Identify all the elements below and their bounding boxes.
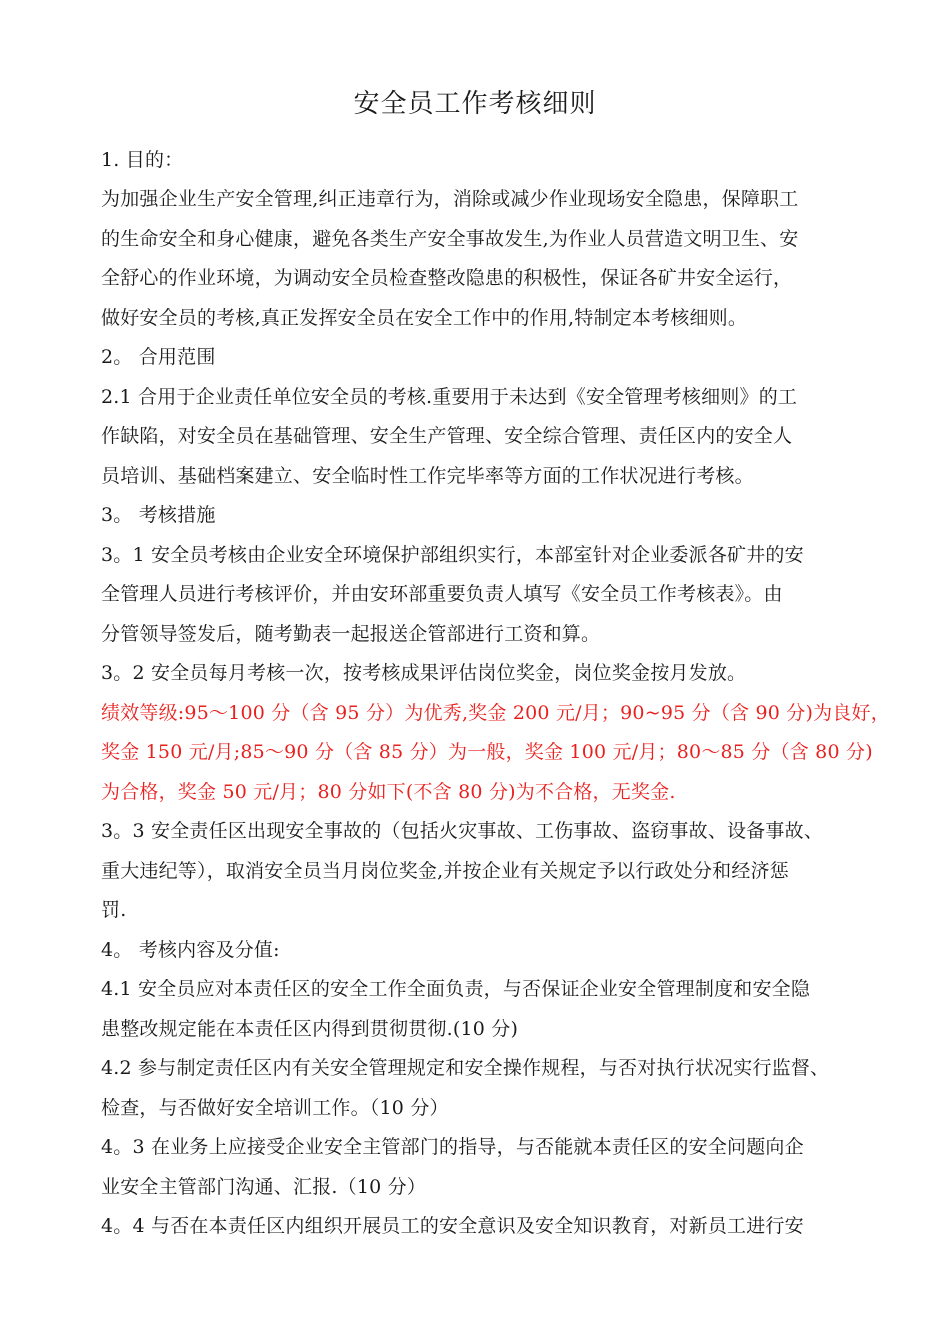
paragraph-line: 3。3 安全责任区出现安全事故的（包括火灾事故、工伤事故、盗窃事故、设备事故、 [101, 820, 824, 842]
paragraph-line: 4.2 参与制定责任区内有关安全管理规定和安全操作规程，与否对执行状况实行监督、 [101, 1057, 830, 1079]
paragraph-line: 为加强企业生产安全管理,纠正违章行为，消除或减少作业现场安全隐患，保障职工 [101, 188, 799, 210]
paragraph-line: 业安全主管部门沟通、汇报.（10 分） [101, 1176, 427, 1198]
paragraph-line: 的生命安全和身心健康，避免各类生产安全事故发生,为作业人员营造文明卫生、安 [101, 228, 799, 250]
performance-grade-line: 为合格，奖金 50 元/月；80 分如下(不含 80 分)为不合格，无奖金. [101, 781, 676, 803]
paragraph-line: 4.1 安全员应对本责任区的安全工作全面负责，与否保证企业安全管理制度和安全隐 [101, 978, 811, 1000]
performance-grade-line: 绩效等级:95～100 分（含 95 分）为优秀,奖金 200 元/月；90~95 分（含 90 分)为良好， [101, 702, 890, 724]
paragraph-line: 罚. [101, 899, 127, 921]
paragraph-line: 分管领导签发后，随考勤表一起报送企管部进行工资和算。 [101, 623, 601, 645]
paragraph-line: 检查，与否做好安全培训工作。（10 分） [101, 1097, 449, 1119]
paragraph-line: 患整改规定能在本责任区内得到贯彻贯彻.(10 分) [101, 1018, 519, 1040]
paragraph-line: 3。2 安全员每月考核一次，按考核成果评估岗位奖金，岗位奖金按月发放。 [101, 662, 747, 684]
paragraph-line: 员培训、基础档案建立、安全临时性工作完毕率等方面的工作状况进行考核。 [101, 465, 754, 487]
paragraph-line: 4。4 与否在本责任区内组织开展员工的安全意识及安全知识教育，对新员工进行安 [101, 1215, 804, 1237]
paragraph-line: 重大违纪等），取消安全员当月岗位奖金,并按企业有关规定予以行政处分和经济惩 [101, 860, 789, 882]
heading-measures: 3。 考核措施 [101, 504, 216, 526]
performance-grade-line: 奖金 150 元/月;85～90 分（含 85 分）为一般，奖金 100 元/月；80～85 分（含 80 分) [101, 741, 873, 763]
heading-scope: 2。 合用范围 [101, 346, 216, 368]
paragraph-line: 4。3 在业务上应接受企业安全主管部门的指导，与否能就本责任区的安全问题向企 [101, 1136, 804, 1158]
heading-purpose: 1. 目的： [101, 149, 184, 171]
heading-content: 4。 考核内容及分值: [101, 939, 280, 961]
paragraph-line: 3。1 安全员考核由企业安全环境保护部组织实行，本部室针对企业委派各矿井的安 [101, 544, 804, 566]
paragraph-line: 全管理人员进行考核评价，并由安环部重要负责人填写《安全员工作考核表》。由 [101, 583, 783, 605]
paragraph-line: 2.1 合用于企业责任单位安全员的考核.重要用于未达到《安全管理考核细则》的工 [101, 386, 798, 408]
paragraph-line: 全舒心的作业环境，为调动安全员检查整改隐患的积极性，保证各矿井安全运行， [101, 267, 793, 289]
document-title: 安全员工作考核细则 [353, 89, 597, 119]
paragraph-line: 做好安全员的考核,真正发挥安全员在安全工作中的作用,特制定本考核细则。 [101, 307, 748, 329]
paragraph-line: 作缺陷，对安全员在基础管理、安全生产管理、安全综合管理、责任区内的安全人 [101, 425, 793, 447]
